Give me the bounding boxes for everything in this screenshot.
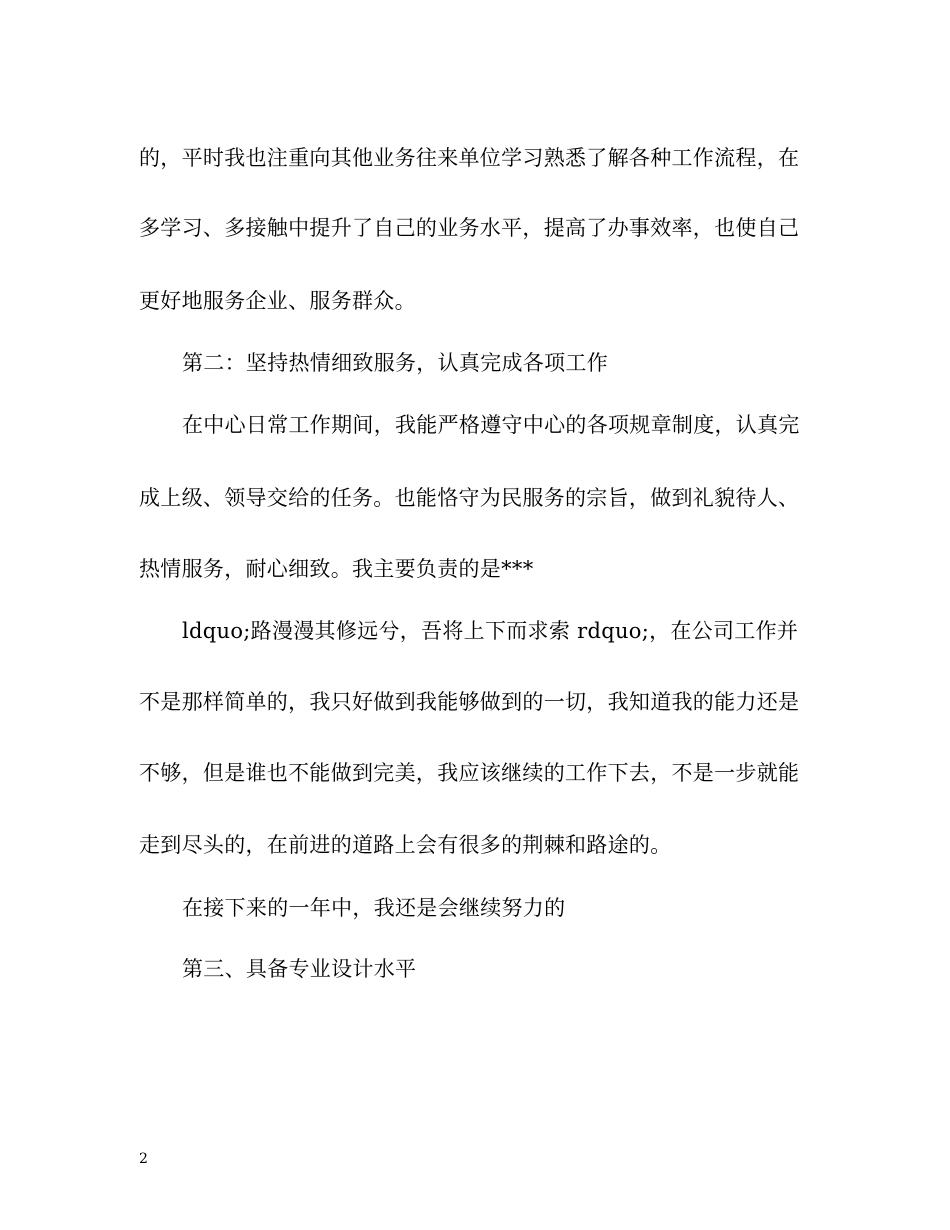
text-line-12: 在接下来的一年中，我还是会继续努力的 [182,896,566,920]
text-line-9: 不是那样简单的，我只好做到我能够做到的一切，我知道我的能力还是 [139,690,800,714]
text-line-3: 更好地服务企业、服务群众。 [139,289,416,313]
text-line-1: 的，平时我也注重向其他业务往来单位学习熟悉了解各种工作流程，在 [139,146,800,170]
section-heading-2: 第二：坚持热情细致服务，认真完成各项工作 [182,351,608,375]
section-heading-3: 第三、具备专业设计水平 [182,957,417,981]
text-line-8: ldquo;路漫漫其修远兮，吾将上下而求索 rdquo;，在公司工作并 [182,619,799,643]
text-line-2: 多学习、多接触中提升了自己的业务水平，提高了办事效率，也使自己 [139,216,800,240]
text-line-6: 成上级、领导交给的任务。也能恪守为民服务的宗旨，做到礼貌待人、 [139,486,800,510]
text-line-10: 不够，但是谁也不能做到完美，我应该继续的工作下去，不是一步就能 [139,761,800,785]
text-line-7: 热情服务，耐心细致。我主要负责的是*** [139,557,534,581]
text-line-5: 在中心日常工作期间，我能严格遵守中心的各项规章制度，认真完 [182,413,800,437]
text-line-11: 走到尽头的，在前进的道路上会有很多的荆棘和路途的。 [139,833,672,857]
page-number: 2 [139,1151,148,1167]
